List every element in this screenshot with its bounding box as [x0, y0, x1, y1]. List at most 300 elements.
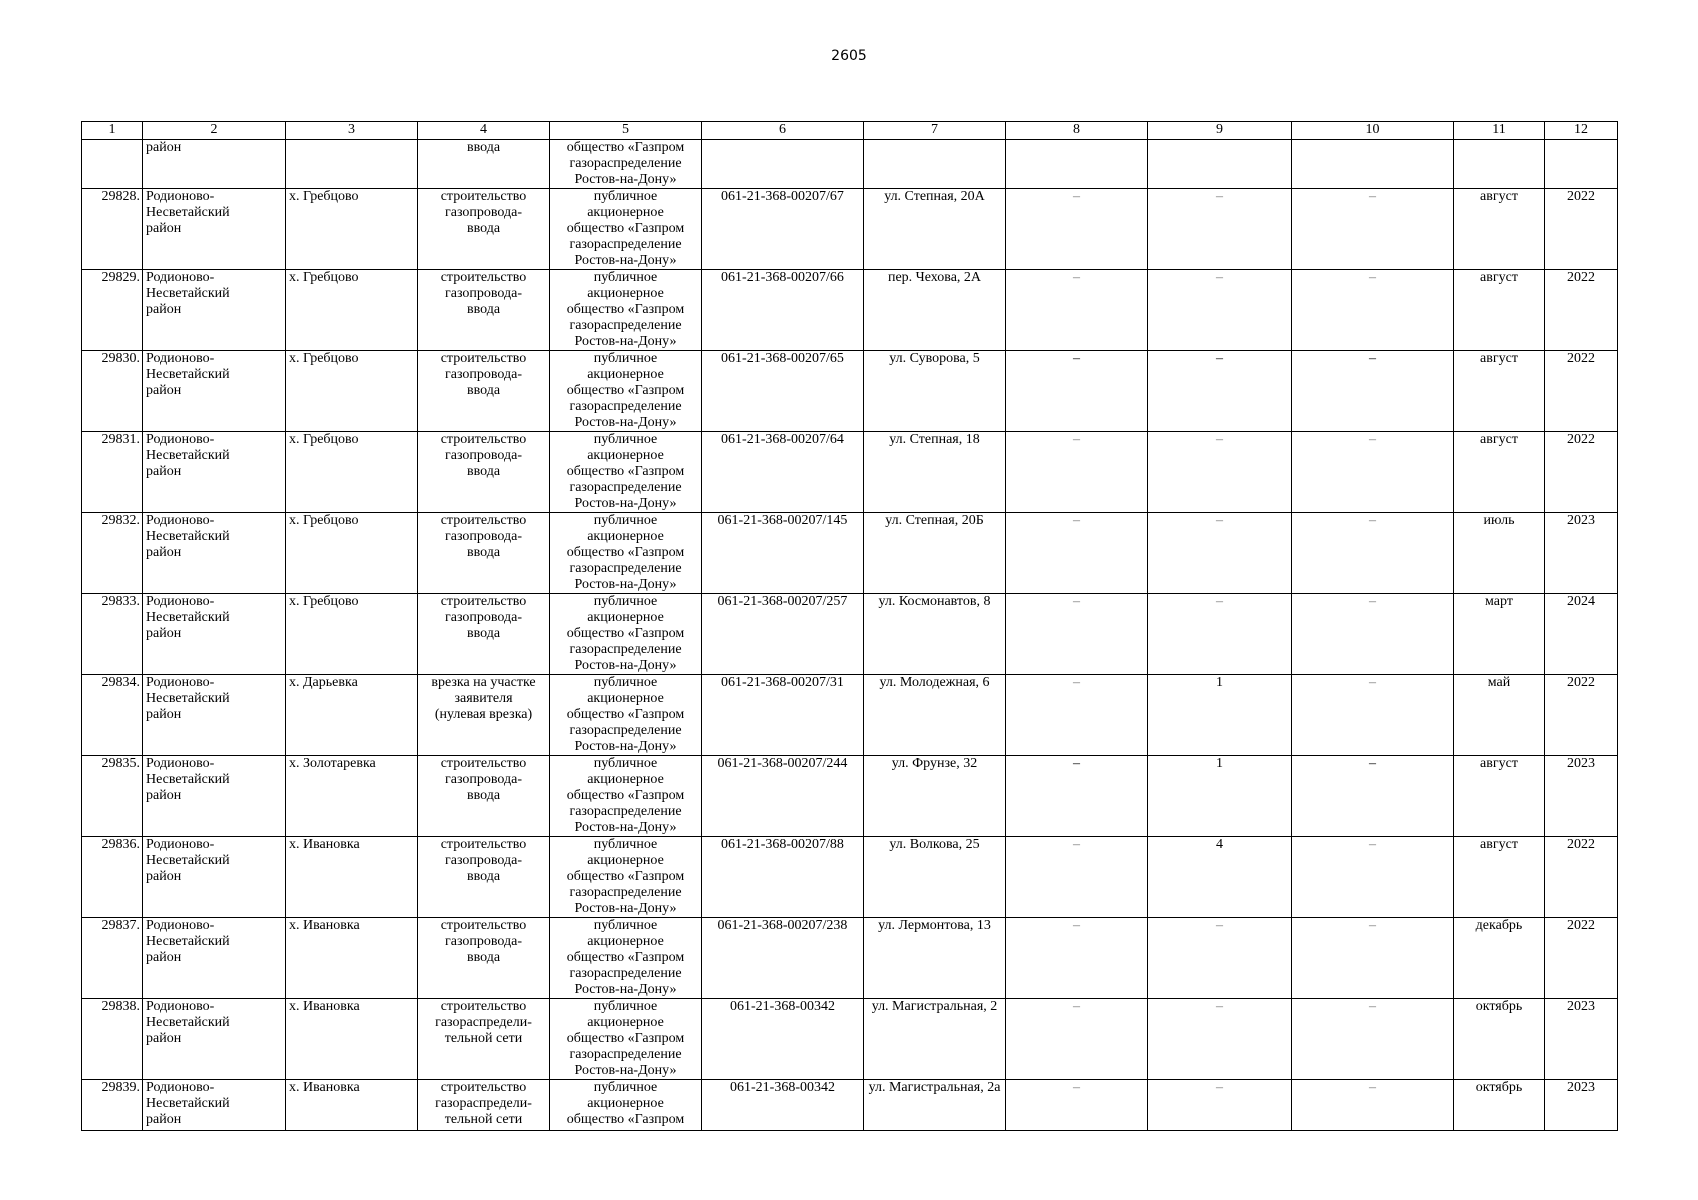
work-type-cell-line: газопровода-	[444, 610, 522, 625]
organization-cell-line: публичное	[593, 432, 658, 447]
work-type-cell-line: ввода	[466, 383, 501, 398]
organization-cell-line: газораспределение	[569, 480, 682, 495]
table-row	[82, 918, 1618, 999]
organization-cell	[550, 675, 702, 756]
organization-cell-line: газораспределение	[569, 642, 682, 657]
work-type-cell-line: газопровода-	[444, 853, 522, 868]
table-row-continuation	[82, 140, 1618, 189]
table-row	[82, 513, 1618, 594]
permit-code-cell: 061-21-368-00342	[702, 1080, 864, 1131]
district-cell	[143, 594, 286, 675]
district-cell-line: Родионово-	[146, 1080, 215, 1095]
organization-cell-line: газораспределение	[569, 399, 682, 414]
table-row	[82, 270, 1618, 351]
permit-code-cell: 061-21-368-00207/65	[702, 351, 864, 432]
district-cell-line: район	[146, 383, 182, 398]
district-cell-line: Несветайский	[146, 691, 230, 706]
permit-code-cell: 061-21-368-00207/238	[702, 918, 864, 999]
organization-cell	[550, 432, 702, 513]
district-cell-line: Несветайский	[146, 772, 230, 787]
month-cell: август	[1454, 189, 1545, 270]
district-cell-line: Несветайский	[146, 367, 230, 382]
value-cell-10: –	[1292, 837, 1454, 918]
value-cell-9: 1	[1148, 675, 1292, 756]
month-cell: август	[1454, 756, 1545, 837]
work-type-cell-line: строительство	[440, 756, 527, 771]
value-cell-9: –	[1148, 513, 1292, 594]
value-cell-9: 1	[1148, 756, 1292, 837]
work-type-cell-line: строительство	[440, 189, 527, 204]
work-type-cell-line: газопровода-	[444, 286, 522, 301]
district-cell-line: район	[146, 302, 182, 317]
district-cell-line: Несветайский	[146, 1096, 230, 1111]
organization-cell-line: публичное	[593, 594, 658, 609]
address-cell: пер. Чехова, 2А	[864, 270, 1006, 351]
value-cell-10: –	[1292, 432, 1454, 513]
header-row	[82, 122, 1618, 140]
organization-cell	[550, 140, 702, 189]
district-cell-line: Несветайский	[146, 1015, 230, 1030]
value-cell-9: –	[1148, 999, 1292, 1080]
organization-cell-line: газораспределение	[569, 885, 682, 900]
work-type-cell-line: строительство	[440, 918, 527, 933]
month-cell: август	[1454, 432, 1545, 513]
address-cell: ул. Магистральная, 2	[864, 999, 1006, 1080]
organization-cell-line: газораспределение	[569, 966, 682, 981]
column-header: 3	[286, 122, 418, 140]
organization-cell-line: общество «Газпром	[566, 302, 685, 317]
work-type-cell-line: ввода	[466, 545, 501, 560]
row-number: 29833.	[82, 594, 143, 675]
address-cell: ул. Магистральная, 2а	[864, 1080, 1006, 1131]
table-row	[82, 189, 1618, 270]
value-cell-9: –	[1148, 432, 1292, 513]
row-number: 29839.	[82, 1080, 143, 1131]
table-row	[82, 432, 1618, 513]
work-type-cell-line: ввода	[466, 221, 501, 236]
work-type-cell-line: тельной сети	[444, 1031, 523, 1046]
district-cell	[143, 513, 286, 594]
work-type-cell-line: тельной сети	[444, 1112, 523, 1127]
work-type-cell-line: строительство	[440, 270, 527, 285]
year-cell: 2022	[1545, 918, 1618, 999]
place-cell: х. Ивановка	[286, 837, 418, 918]
organization-cell-line: публичное	[593, 756, 658, 771]
district-cell-line: Родионово-	[146, 675, 215, 690]
district-cell-line: район	[146, 464, 182, 479]
organization-cell-line: публичное	[593, 675, 658, 690]
organization-cell-line: публичное	[593, 189, 658, 204]
row-number: 29832.	[82, 513, 143, 594]
row-number: 29834.	[82, 675, 143, 756]
value-cell-9: –	[1148, 351, 1292, 432]
address-cell: ул. Степная, 20А	[864, 189, 1006, 270]
district-cell-line: район	[146, 545, 182, 560]
value-cell-8: –	[1006, 189, 1148, 270]
permit-code-cell: 061-21-368-00342	[702, 999, 864, 1080]
organization-cell-line: общество «Газпром	[566, 140, 685, 155]
organization-cell	[550, 918, 702, 999]
table-row	[82, 999, 1618, 1080]
year-cell: 2023	[1545, 756, 1618, 837]
organization-cell-line: публичное	[593, 270, 658, 285]
organization-cell-line: публичное	[593, 999, 658, 1014]
district-cell-line: Родионово-	[146, 513, 215, 528]
organization-cell-line: Ростов-на-Дону»	[574, 1063, 677, 1078]
district-cell-line: Несветайский	[146, 529, 230, 544]
value-cell-10: –	[1292, 999, 1454, 1080]
district-cell-line: Родионово-	[146, 594, 215, 609]
organization-cell-line: общество «Газпром	[566, 221, 685, 236]
organization-cell-line: общество «Газпром	[566, 464, 685, 479]
organization-cell-line: общество «Газпром	[566, 1112, 685, 1127]
organization-cell-line: газораспределение	[569, 723, 682, 738]
month-cell: декабрь	[1454, 918, 1545, 999]
work-type-cell	[418, 189, 550, 270]
year-cell: 2024	[1545, 594, 1618, 675]
district-cell-line: Родионово-	[146, 837, 215, 852]
value-cell-8: –	[1006, 594, 1148, 675]
work-type-cell-line: строительство	[440, 837, 527, 852]
district-cell-line: Несветайский	[146, 853, 230, 868]
permit-code-cell: 061-21-368-00207/66	[702, 270, 864, 351]
organization-cell-line: акционерное	[587, 1015, 664, 1030]
table-row	[82, 756, 1618, 837]
place-cell	[286, 140, 418, 189]
permit-code-cell: 061-21-368-00207/257	[702, 594, 864, 675]
column-header: 6	[702, 122, 864, 140]
column-header: 11	[1454, 122, 1545, 140]
organization-cell-line: газораспределение	[569, 318, 682, 333]
district-cell-line: район	[146, 626, 182, 641]
work-type-cell-line: врезка на участке	[431, 675, 536, 690]
permit-code-cell: 061-21-368-00207/145	[702, 513, 864, 594]
work-type-cell-line: газопровода-	[444, 934, 522, 949]
organization-cell-line: акционерное	[587, 853, 664, 868]
organization-cell-line: газораспределение	[569, 156, 682, 171]
gasification-table	[81, 121, 1618, 1131]
district-cell-line: район	[146, 140, 182, 155]
district-cell-line: Родионово-	[146, 999, 215, 1014]
work-type-cell	[418, 140, 550, 189]
row-number: 29835.	[82, 756, 143, 837]
column-header: 5	[550, 122, 702, 140]
work-type-cell-line: строительство	[440, 594, 527, 609]
work-type-cell-line: ввода	[466, 302, 501, 317]
year-cell: 2022	[1545, 189, 1618, 270]
work-type-cell-line: ввода	[466, 869, 501, 884]
year-cell: 2022	[1545, 432, 1618, 513]
row-number: 29838.	[82, 999, 143, 1080]
district-cell	[143, 918, 286, 999]
organization-cell-line: Ростов-на-Дону»	[574, 334, 677, 349]
district-cell-line: район	[146, 221, 182, 236]
work-type-cell-line: ввода	[466, 788, 501, 803]
organization-cell-line: Ростов-на-Дону»	[574, 496, 677, 511]
organization-cell	[550, 837, 702, 918]
organization-cell-line: акционерное	[587, 934, 664, 949]
organization-cell-line: акционерное	[587, 448, 664, 463]
organization-cell	[550, 1080, 702, 1131]
district-cell-line: район	[146, 950, 182, 965]
table-row	[82, 594, 1618, 675]
month-cell: май	[1454, 675, 1545, 756]
empty-cell	[1292, 140, 1454, 189]
work-type-cell	[418, 999, 550, 1080]
page-number: 2605	[831, 48, 867, 64]
work-type-cell	[418, 918, 550, 999]
value-cell-9: –	[1148, 918, 1292, 999]
work-type-cell	[418, 756, 550, 837]
value-cell-10: –	[1292, 918, 1454, 999]
organization-cell	[550, 999, 702, 1080]
address-cell: ул. Лермонтова, 13	[864, 918, 1006, 999]
organization-cell	[550, 756, 702, 837]
table-row	[82, 1080, 1618, 1131]
work-type-cell-line: строительство	[440, 351, 527, 366]
organization-cell-line: газораспределение	[569, 237, 682, 252]
district-cell	[143, 351, 286, 432]
organization-cell-line: акционерное	[587, 772, 664, 787]
organization-cell-line: общество «Газпром	[566, 1031, 685, 1046]
column-header: 10	[1292, 122, 1454, 140]
empty-cell	[1454, 140, 1545, 189]
district-cell-line: Родионово-	[146, 756, 215, 771]
place-cell: х. Ивановка	[286, 999, 418, 1080]
value-cell-8: –	[1006, 270, 1148, 351]
value-cell-10: –	[1292, 675, 1454, 756]
place-cell: х. Гребцово	[286, 594, 418, 675]
district-cell-line: район	[146, 1112, 182, 1127]
row-number: 29837.	[82, 918, 143, 999]
permit-code-cell: 061-21-368-00207/88	[702, 837, 864, 918]
organization-cell-line: публичное	[593, 1080, 658, 1095]
organization-cell-line: газораспределение	[569, 561, 682, 576]
work-type-cell-line: ввода	[466, 140, 501, 155]
address-cell: ул. Фрунзе, 32	[864, 756, 1006, 837]
empty-cell	[864, 140, 1006, 189]
district-cell-line: Родионово-	[146, 270, 215, 285]
value-cell-8: –	[1006, 351, 1148, 432]
address-cell: ул. Суворова, 5	[864, 351, 1006, 432]
year-cell: 2023	[1545, 513, 1618, 594]
district-cell-line: район	[146, 788, 182, 803]
work-type-cell	[418, 351, 550, 432]
work-type-cell	[418, 270, 550, 351]
work-type-cell	[418, 837, 550, 918]
organization-cell-line: Ростов-на-Дону»	[574, 739, 677, 754]
organization-cell-line: Ростов-на-Дону»	[574, 901, 677, 916]
year-cell: 2022	[1545, 837, 1618, 918]
work-type-cell-line: газопровода-	[444, 448, 522, 463]
year-cell: 2022	[1545, 270, 1618, 351]
organization-cell-line: Ростов-на-Дону»	[574, 577, 677, 592]
organization-cell-line: акционерное	[587, 691, 664, 706]
work-type-cell-line: газопровода-	[444, 205, 522, 220]
year-cell: 2022	[1545, 675, 1618, 756]
organization-cell	[550, 189, 702, 270]
organization-cell-line: акционерное	[587, 610, 664, 625]
place-cell: х. Ивановка	[286, 1080, 418, 1131]
column-header: 9	[1148, 122, 1292, 140]
work-type-cell	[418, 594, 550, 675]
district-cell-line: Несветайский	[146, 934, 230, 949]
organization-cell-line: публичное	[593, 351, 658, 366]
work-type-cell-line: газопровода-	[444, 772, 522, 787]
work-type-cell-line: строительство	[440, 513, 527, 528]
work-type-cell-line: газопровода-	[444, 529, 522, 544]
district-cell	[143, 756, 286, 837]
work-type-cell-line: ввода	[466, 464, 501, 479]
month-cell: август	[1454, 270, 1545, 351]
district-cell-line: Несветайский	[146, 610, 230, 625]
district-cell-line: Несветайский	[146, 448, 230, 463]
organization-cell	[550, 594, 702, 675]
organization-cell-line: акционерное	[587, 367, 664, 382]
district-cell	[143, 140, 286, 189]
table-body	[82, 122, 1618, 1131]
organization-cell-line: газораспределение	[569, 804, 682, 819]
place-cell: х. Гребцово	[286, 270, 418, 351]
month-cell: июль	[1454, 513, 1545, 594]
district-cell-line: Несветайский	[146, 205, 230, 220]
organization-cell-line: Ростов-на-Дону»	[574, 658, 677, 673]
column-header: 4	[418, 122, 550, 140]
value-cell-8: –	[1006, 675, 1148, 756]
place-cell: х. Ивановка	[286, 918, 418, 999]
month-cell: октябрь	[1454, 999, 1545, 1080]
district-cell	[143, 837, 286, 918]
value-cell-9: –	[1148, 189, 1292, 270]
row-number: 29831.	[82, 432, 143, 513]
row-number: 29829.	[82, 270, 143, 351]
year-cell: 2023	[1545, 999, 1618, 1080]
value-cell-9: –	[1148, 594, 1292, 675]
organization-cell-line: Ростов-на-Дону»	[574, 253, 677, 268]
value-cell-8: –	[1006, 1080, 1148, 1131]
empty-cell	[1006, 140, 1148, 189]
row-number: 29836.	[82, 837, 143, 918]
row-number: 29830.	[82, 351, 143, 432]
value-cell-10: –	[1292, 594, 1454, 675]
permit-code-cell: 061-21-368-00207/244	[702, 756, 864, 837]
organization-cell-line: газораспределение	[569, 1047, 682, 1062]
organization-cell	[550, 351, 702, 432]
value-cell-8: –	[1006, 918, 1148, 999]
organization-cell-line: общество «Газпром	[566, 626, 685, 641]
district-cell-line: Родионово-	[146, 351, 215, 366]
column-header: 7	[864, 122, 1006, 140]
organization-cell-line: общество «Газпром	[566, 383, 685, 398]
district-cell-line: Родионово-	[146, 189, 215, 204]
work-type-cell-line: строительство	[440, 432, 527, 447]
row-number: 29828.	[82, 189, 143, 270]
column-header: 2	[143, 122, 286, 140]
organization-cell	[550, 270, 702, 351]
organization-cell-line: акционерное	[587, 529, 664, 544]
district-cell-line: район	[146, 869, 182, 884]
value-cell-8: –	[1006, 756, 1148, 837]
value-cell-8: –	[1006, 432, 1148, 513]
work-type-cell-line: строительство	[440, 999, 527, 1014]
district-cell	[143, 432, 286, 513]
column-header: 12	[1545, 122, 1618, 140]
organization-cell-line: общество «Газпром	[566, 707, 685, 722]
empty-cell	[702, 140, 864, 189]
organization-cell-line: Ростов-на-Дону»	[574, 820, 677, 835]
place-cell: х. Гребцово	[286, 351, 418, 432]
organization-cell-line: акционерное	[587, 205, 664, 220]
empty-cell	[1545, 140, 1618, 189]
address-cell: ул. Волкова, 25	[864, 837, 1006, 918]
value-cell-9: 4	[1148, 837, 1292, 918]
work-type-cell-line: газопровода-	[444, 367, 522, 382]
value-cell-9: –	[1148, 1080, 1292, 1131]
value-cell-8: –	[1006, 999, 1148, 1080]
value-cell-10: –	[1292, 756, 1454, 837]
year-cell: 2023	[1545, 1080, 1618, 1131]
work-type-cell-line: строительство	[440, 1080, 527, 1095]
district-cell	[143, 189, 286, 270]
table-row	[82, 837, 1618, 918]
district-cell	[143, 675, 286, 756]
district-cell-line: Родионово-	[146, 918, 215, 933]
organization-cell	[550, 513, 702, 594]
address-cell: ул. Степная, 20Б	[864, 513, 1006, 594]
organization-cell-line: общество «Газпром	[566, 869, 685, 884]
value-cell-10: –	[1292, 1080, 1454, 1131]
month-cell: октябрь	[1454, 1080, 1545, 1131]
place-cell: х. Гребцово	[286, 189, 418, 270]
work-type-cell	[418, 1080, 550, 1131]
district-cell	[143, 1080, 286, 1131]
value-cell-10: –	[1292, 189, 1454, 270]
value-cell-8: –	[1006, 837, 1148, 918]
permit-code-cell: 061-21-368-00207/67	[702, 189, 864, 270]
organization-cell-line: публичное	[593, 918, 658, 933]
year-cell: 2022	[1545, 351, 1618, 432]
permit-code-cell: 061-21-368-00207/64	[702, 432, 864, 513]
work-type-cell	[418, 432, 550, 513]
district-cell-line: Родионово-	[146, 432, 215, 447]
table-row	[82, 351, 1618, 432]
address-cell: ул. Космонавтов, 8	[864, 594, 1006, 675]
place-cell: х. Гребцово	[286, 432, 418, 513]
organization-cell-line: общество «Газпром	[566, 788, 685, 803]
column-header: 1	[82, 122, 143, 140]
organization-cell-line: публичное	[593, 837, 658, 852]
work-type-cell-line: ввода	[466, 626, 501, 641]
district-cell-line: район	[146, 1031, 182, 1046]
work-type-cell	[418, 513, 550, 594]
value-cell-10: –	[1292, 513, 1454, 594]
column-header: 8	[1006, 122, 1148, 140]
address-cell: ул. Молодежная, 6	[864, 675, 1006, 756]
month-cell: март	[1454, 594, 1545, 675]
organization-cell-line: общество «Газпром	[566, 950, 685, 965]
value-cell-8: –	[1006, 513, 1148, 594]
organization-cell-line: акционерное	[587, 286, 664, 301]
table-row	[82, 675, 1618, 756]
month-cell: август	[1454, 837, 1545, 918]
work-type-cell-line: заявителя	[454, 691, 513, 706]
empty-cell	[1148, 140, 1292, 189]
district-cell-line: район	[146, 707, 182, 722]
work-type-cell-line: газораспредели-	[435, 1015, 532, 1030]
organization-cell-line: Ростов-на-Дону»	[574, 982, 677, 997]
value-cell-9: –	[1148, 270, 1292, 351]
row-number	[82, 140, 143, 189]
